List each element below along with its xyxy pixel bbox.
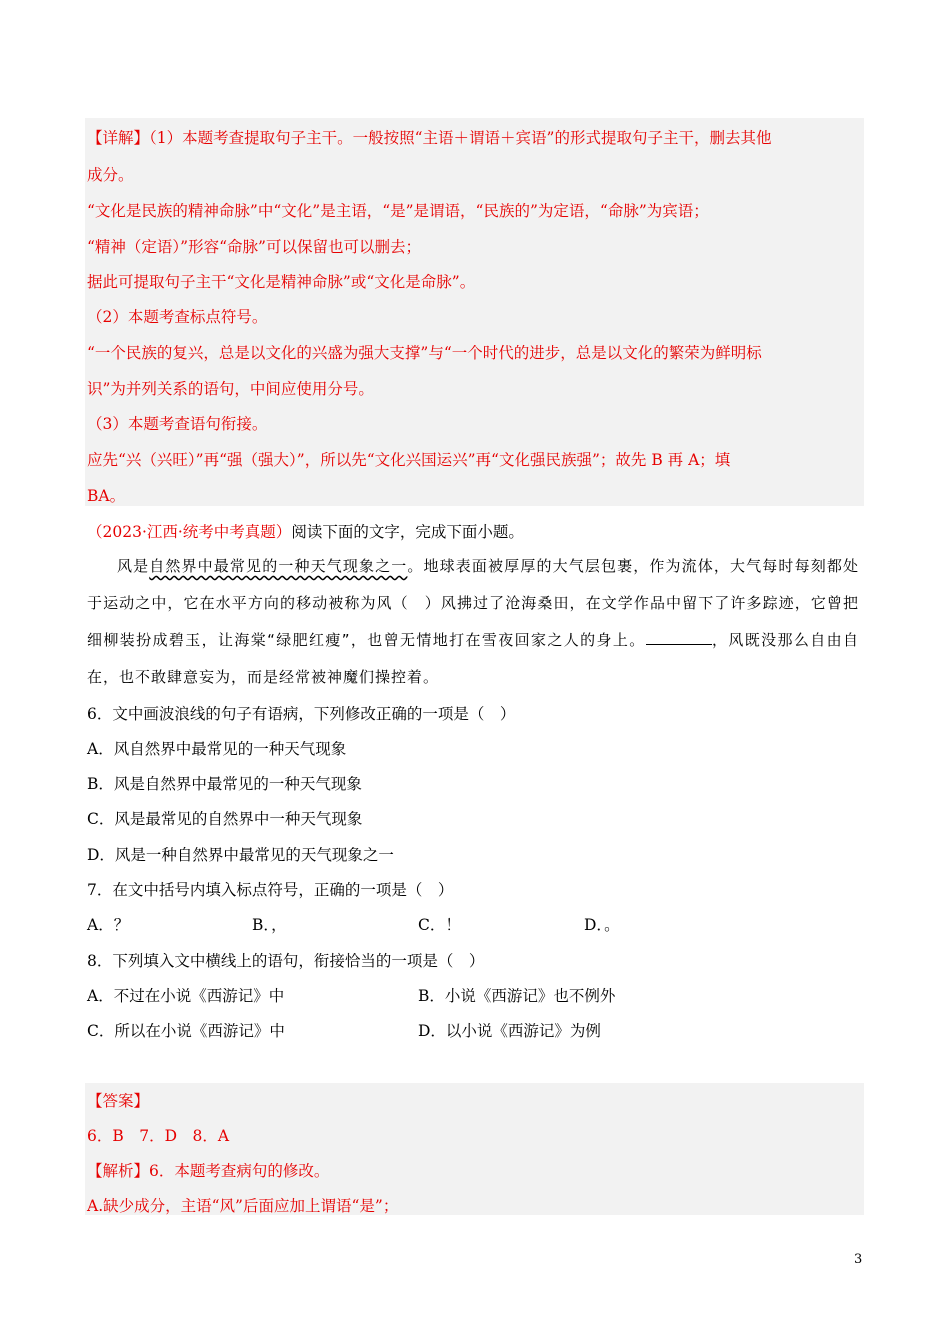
question-8-option-c: C．所以在小说《西游记》中 xyxy=(87,1022,285,1040)
question-6-option-a: A．风自然界中最常见的一种天气现象 xyxy=(87,740,347,758)
explanation-line-5: 据此可提取句子主干“文化是精神命脉”或“文化是命脉”。 xyxy=(87,273,476,291)
analysis-option-a: A.缺少成分，主语“风”后面应加上谓语“是”； xyxy=(87,1197,399,1215)
explanation-line-8: 识”为并列关系的语句，中间应使用分号。 xyxy=(87,380,374,398)
question-6-option-c: C．风是最常见的自然界中一种天气现象 xyxy=(87,810,363,828)
question-6-option-b: B．风是自然界中最常见的一种天气现象 xyxy=(87,775,362,793)
question-7-option-a: A．？ xyxy=(87,916,130,934)
question-8-stem: 8．下列填入文中横线上的语句，衔接恰当的一项是（ ） xyxy=(87,952,485,970)
wavy-underlined-sentence: 自然界中最常见的一种天气现象之一 xyxy=(149,557,408,575)
question-7-option-b: B．， xyxy=(252,916,287,934)
question-8-option-d: D．以小说《西游记》为例 xyxy=(418,1022,601,1040)
explanation-line-1: 【详解】（1）本题考查提取句子主干。一般按照“主语＋谓语＋宾语”的形式提取句子主干，删去其他 xyxy=(87,129,772,147)
explanation-line-6: （2）本题考查标点符号。 xyxy=(87,308,268,326)
explanation-line-4: “精神（定语）”形容“命脉”可以保留也可以删去； xyxy=(87,238,421,256)
answer-values: 6．B 7．D 8．A xyxy=(87,1127,230,1145)
explanation-line-2: 成分。 xyxy=(87,166,134,184)
question-7-option-d: D．。 xyxy=(584,916,620,934)
answer-label: 【答案】 xyxy=(87,1092,150,1110)
explanation-line-11: BA。 xyxy=(87,487,126,505)
explanation-line-10: 应先“兴（兴旺）”再“强（强大）”，所以先“文化兴国运兴”再“文化强民族强”；故先 B 再 A；填 xyxy=(87,451,731,469)
page-number: 3 xyxy=(854,1252,863,1267)
reading-passage xyxy=(87,548,859,696)
explanation-line-7: “一个民族的复兴，总是以文化的兴盛为强大支撑”与“一个时代的进步，总是以文化的繁荣为鲜明标 xyxy=(87,344,762,362)
passage-paragraph: 风是自然界中最常见的一种天气现象之一。地球表面被厚厚的大气层包裹，作为流体，大气每时每刻都处于运动之中，它在水平方向的移动被称为风（ ）风拂过了沧海桑田，在文学作品中留下了许多踪迹，它曾把细柳装扮成碧玉，让海棠“绿肥红瘦”，也曾无情地打在雪夜回家之人的身上。 ，风既没那么自由自在，也不敢肆意妄为，而是经常被神魔们操控着。 xyxy=(87,557,859,686)
source-line xyxy=(87,522,524,542)
source-tag: （2023·江西·统考中考真题） xyxy=(87,523,292,541)
explanation-line-3: “文化是民族的精神命脉”中“文化”是主语，“是”是谓语，“民族的”为定语，“命脉”为宾语； xyxy=(87,202,709,220)
question-6-stem: 6．文中画波浪线的句子有语病，下列修改正确的一项是（ ） xyxy=(87,705,516,723)
fill-blank-line xyxy=(646,630,712,645)
question-8-option-a: A．不过在小说《西游记》中 xyxy=(87,987,285,1005)
analysis-label: 【解析】 xyxy=(87,1162,150,1180)
question-6-option-d: D．风是一种自然界中最常见的天气现象之一 xyxy=(87,846,394,864)
analysis-line: 【解析】6．本题考查病句的修改。 xyxy=(87,1162,330,1180)
question-7-option-c: C．！ xyxy=(418,916,461,934)
instruction-text: 阅读下面的文字，完成下面小题。 xyxy=(291,523,524,541)
explanation-line-9: （3）本题考查语句衔接。 xyxy=(87,415,268,433)
detail-label: 【详解】 xyxy=(87,129,150,147)
question-8-option-b: B．小说《西游记》也不例外 xyxy=(418,987,616,1005)
question-7-stem: 7．在文中括号内填入标点符号，正确的一项是（ ） xyxy=(87,881,454,899)
